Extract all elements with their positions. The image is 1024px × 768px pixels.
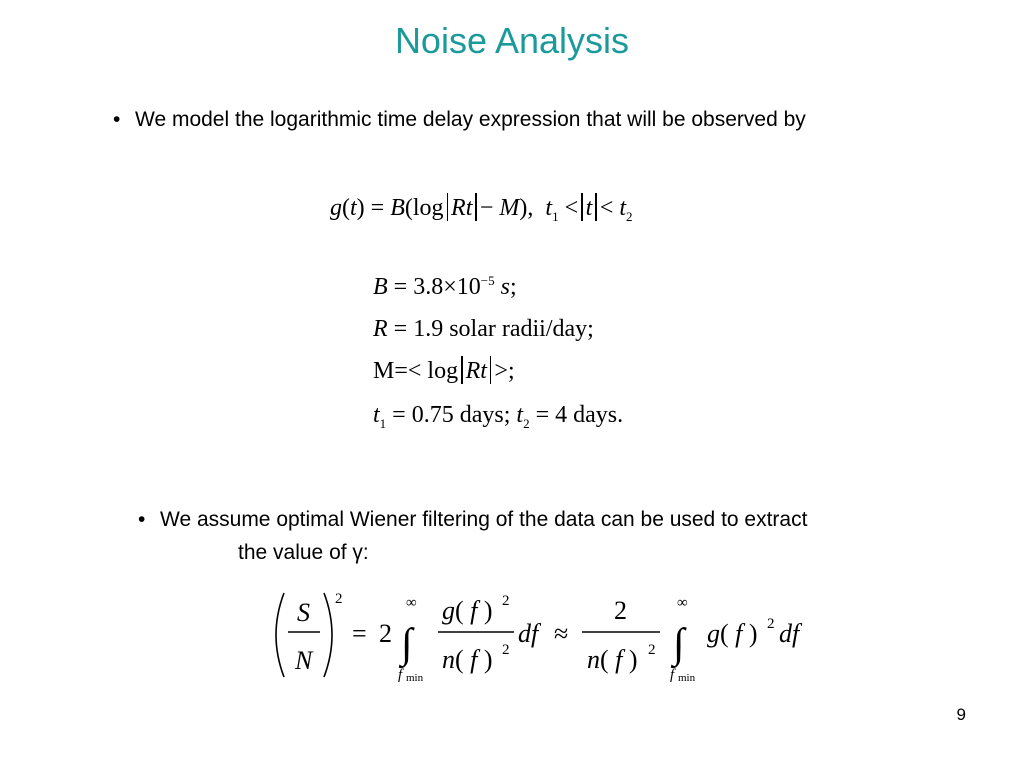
svg-text:df: df [518,619,539,648]
param-t: $t_1 = 0.75$ days; $t_2 = 4$ days. [373,402,624,431]
param-R-value: 1.9 solar radii/day; [413,316,594,342]
svg-text:2: 2 [767,616,775,632]
eq-t2: t [619,195,627,221]
bullet-model-text: We model the logarithmic time delay expression that will be observed by [135,108,806,131]
svg-text:2: 2 [614,596,627,625]
time-delay-equation: g(t) = B(log Rt − M), $t_1 < t < t_2$ [330,195,633,224]
svg-text:2: 2 [502,593,510,609]
integral-upper-2: ∞ [677,595,688,611]
integral-lower-sub-1: min [406,672,424,684]
svg-text:=: = [352,619,367,648]
eq-g: g [330,195,342,221]
param-t1: t [373,402,380,428]
param-M-bar-right [490,356,492,384]
integral-lower-sub-2: min [678,672,696,684]
eq-M: M [499,195,520,221]
eq-t1: t [545,195,553,221]
bullet-model [113,108,806,132]
svg-text:g( f ): g( f ) [442,596,493,625]
param-t1-value: 0.75 days; [411,402,511,428]
snr-N: N [295,646,313,675]
snr-S: S [297,598,310,627]
integral-upper-1: ∞ [406,595,417,611]
eq-B: B [390,195,405,221]
svg-text:2: 2 [335,591,343,607]
param-M: M=< log Rt >; [373,358,515,384]
integral-sign-2-icon: ∫ [673,621,685,667]
param-B-value: 3.8×10 [413,274,481,300]
param-t2: t [516,402,524,428]
eq-t-abs: t [585,195,593,221]
param-R: R = 1.9 solar radii/day; [373,316,594,342]
param-M-def: M= [373,358,408,384]
integral-sign-1-icon: ∫ [401,621,413,667]
svg-text:df: df [779,619,800,648]
param-t2-sub: 2 [523,415,530,431]
eq-t: t [350,195,357,221]
eq-sub2: 2 [626,208,633,224]
integral-lower-2: f [670,667,675,683]
integral-lower-1: f [398,667,403,683]
snr-factor-two: 2 [379,619,392,648]
svg-text:g( f ): g( f ) [707,619,758,648]
bullet-dot-icon: • [113,108,121,131]
param-M-Rt: Rt [465,358,487,384]
bullet-dot-icon: • [138,508,146,531]
page-title: Noise Analysis [394,20,630,61]
param-M-bar-left [461,356,463,384]
approx-symbol: ≈ [554,619,569,648]
param-t1-sub: 1 [379,415,387,431]
param-R-symbol: R [373,316,388,342]
page-number: 9 [956,705,966,724]
svg-text:2: 2 [648,642,656,658]
svg-text:2: 2 [502,642,510,658]
param-B-unit: s [500,274,510,300]
param-t2-value: 4 days. [555,402,624,428]
param-B-symbol: B [373,274,388,300]
bullet-wiener-line2: the value of γ: [238,541,369,564]
param-M-log: log [427,358,459,384]
snr-equation [262,585,842,695]
abs-bar-left-2 [581,193,583,221]
eq-sub1: 1 [552,208,559,224]
bullet-wiener-text: We assume optimal Wiener filtering of the data can be used to extract [160,508,808,531]
left-paren-icon [276,593,284,677]
param-B: $B = 3.8\times 10^{-5}$ s; [373,273,517,300]
svg-text:n( f ): n( f ) [587,645,638,674]
eq-Rt: Rt [451,195,473,221]
svg-text:n( f ): n( f ) [442,645,493,674]
right-paren-icon [324,593,332,677]
abs-bar-right [475,193,477,221]
bullet-wiener [138,508,807,532]
abs-bar-right-2 [595,193,597,221]
abs-bar-left [447,193,449,221]
eq-log: log [412,195,444,221]
param-B-exp: −5 [480,273,495,288]
